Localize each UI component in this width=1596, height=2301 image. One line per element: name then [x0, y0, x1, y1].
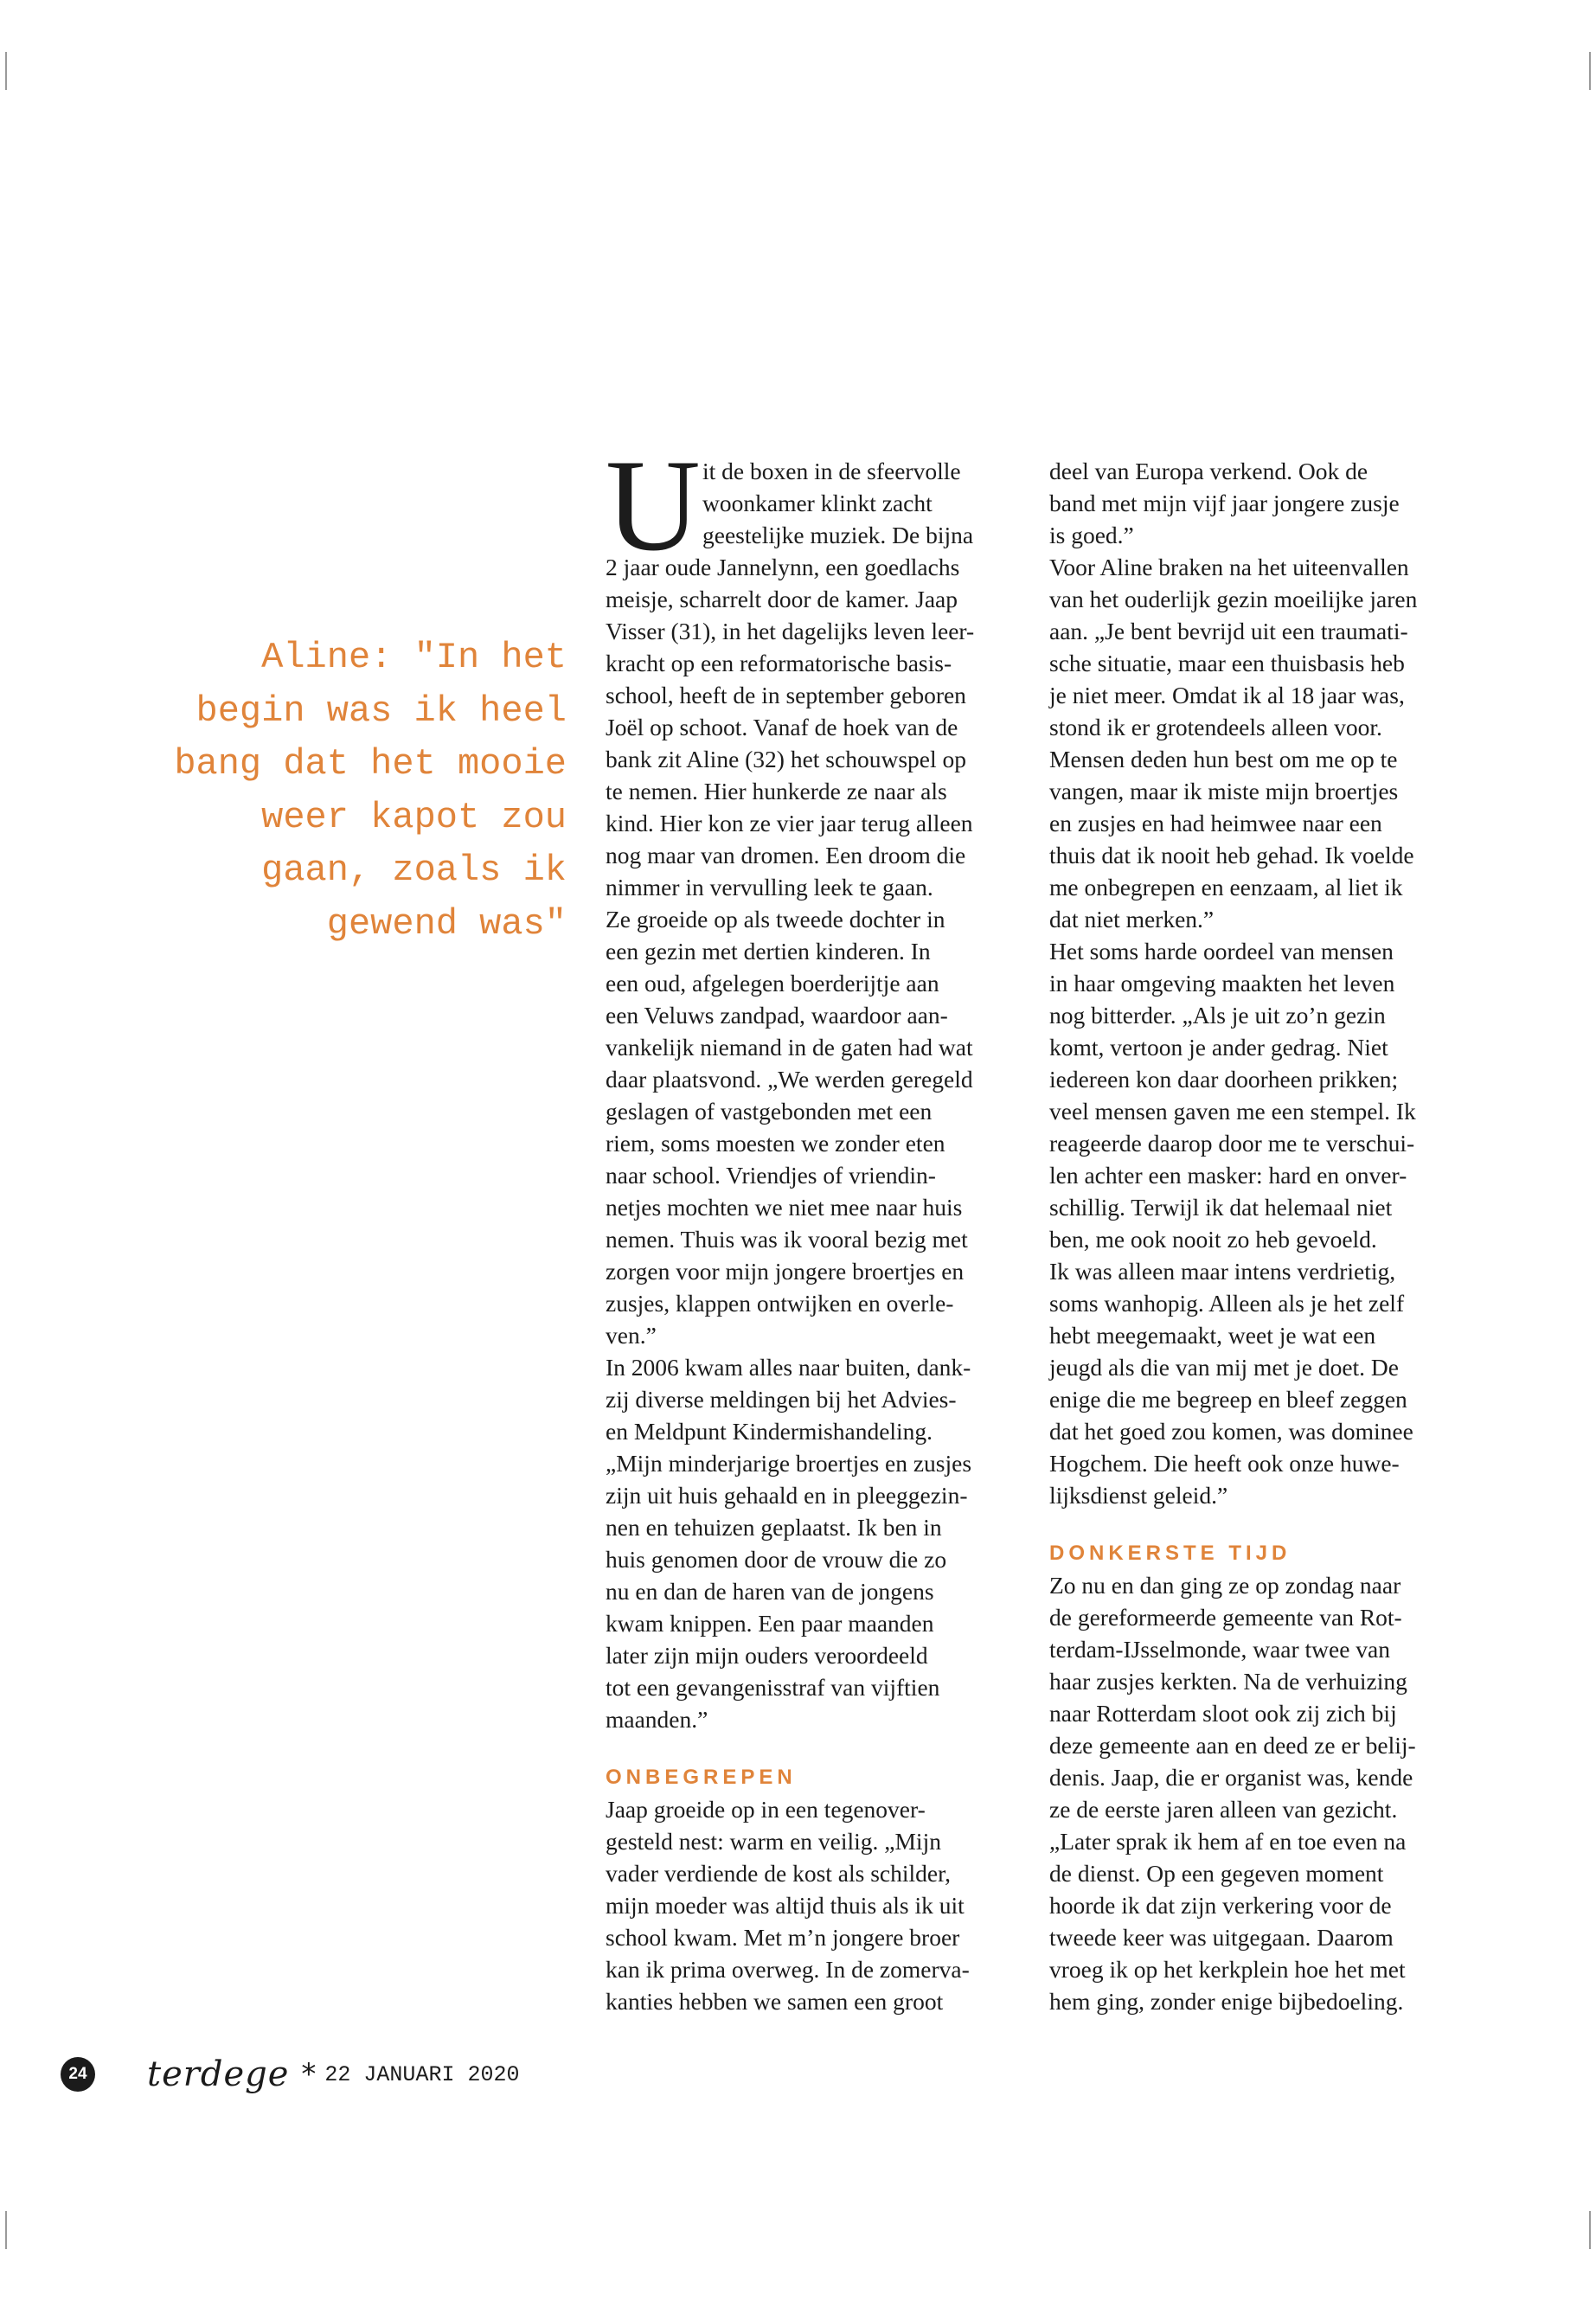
body-text-line: nu en dan de haren van de jongens	[606, 1578, 934, 1605]
body-text-line: gesteld nest: warm en veilig. „Mijn	[606, 1828, 941, 1855]
body-text-line: Visser (31), in het dagelijks leven leer-	[606, 618, 975, 644]
article-column-1	[606, 433, 1012, 2017]
body-text-line: van het ouderlijk gezin moeilijke jaren	[1049, 586, 1418, 612]
body-text-line: naar school. Vriendjes of vriendin-	[606, 1162, 936, 1189]
body-text-line: schillig. Terwijl ik dat helemaal niet	[1049, 1194, 1393, 1221]
pull-quote	[151, 631, 567, 951]
asterisk-icon: *	[301, 2057, 317, 2092]
body-text-line: tweede keer was uitgegaan. Daarom	[1049, 1924, 1394, 1951]
body-text-line: kan ik prima overweg. In de zomerva-	[606, 1956, 970, 1983]
body-text-line: te nemen. Hier hunkerde ze naar als	[606, 778, 947, 804]
magazine-logo: terdege	[147, 2054, 290, 2094]
body-text-line: meisje, scharrelt door de kamer. Jaap	[606, 586, 958, 612]
body-text-line: ven.”	[606, 1322, 657, 1349]
body-text-line: nen en tehuizen geplaatst. Ik ben in	[606, 1514, 942, 1541]
pull-quote-line: gewend was"	[326, 902, 567, 945]
pull-quote-line: weer kapot zou	[261, 796, 567, 838]
body-text-line: zijn uit huis gehaald en in pleeggezin-	[606, 1482, 968, 1509]
page-footer	[61, 2054, 520, 2094]
body-text-line: kanties hebben we samen een groot	[606, 1988, 944, 2015]
body-text-line: veel mensen gaven me een stempel. Ik	[1049, 1098, 1416, 1125]
body-text-line: aan. „Je bent bevrijd uit een traumati-	[1049, 618, 1408, 644]
body-text-line: lijksdienst geleid.”	[1049, 1482, 1228, 1509]
body-text-line: ben, me ook nooit zo heb gevoeld.	[1049, 1226, 1377, 1253]
crop-mark-top-left	[5, 52, 7, 90]
body-text-line: Jaap groeide op in een tegenover-	[606, 1796, 926, 1823]
column-2-body	[1049, 455, 1456, 1511]
body-text-line: Mensen deden hun best om me op te	[1049, 746, 1398, 772]
body-text-line: Zo nu en dan ging ze op zondag naar	[1049, 1572, 1401, 1599]
body-text-line: riem, soms moesten we zonder eten	[606, 1130, 945, 1157]
body-text-line: netjes mochten we niet mee naar huis	[606, 1194, 963, 1221]
body-text-line: maanden.”	[606, 1706, 708, 1733]
pull-quote-line: bang dat het mooie	[174, 743, 567, 785]
section-gap	[1049, 1511, 1456, 1537]
article-column-2	[1049, 455, 1456, 2017]
body-text-line: bank zit Aline (32) het schouwspel op	[606, 746, 966, 772]
body-text-line: stond ik er grotendeels alleen voor.	[1049, 714, 1382, 740]
body-text-line: komt, vertoon je ander gedrag. Niet	[1049, 1034, 1388, 1061]
body-text-line: hem ging, zonder enige bijbedoeling.	[1049, 1988, 1404, 2015]
body-text-line: thuis dat ik nooit heb gehad. Ik voelde	[1049, 842, 1414, 868]
drop-cap: U	[606, 433, 701, 578]
column-2b-body	[1049, 1569, 1456, 2017]
body-text-line: huis genomen door de vrouw die zo	[606, 1546, 947, 1573]
body-text-line: je niet meer. Omdat ik al 18 jaar was,	[1049, 682, 1405, 708]
subheading-donkerste-tijd: DONKERSTE TIJD	[1049, 1541, 1292, 1565]
body-text-line: deel van Europa verkend. Ook de	[1049, 458, 1368, 484]
body-text-line: zusjes, klappen ontwijken en overle-	[606, 1290, 954, 1317]
crop-mark-top-right	[1589, 52, 1591, 90]
body-text-line: geslagen of vastgebonden met een	[606, 1098, 933, 1125]
body-text-line: school, heeft de in september geboren	[606, 682, 966, 708]
body-text-line: naar Rotterdam sloot ook zij zich bij	[1049, 1700, 1397, 1727]
body-text-line: iedereen kon daar doorheen prikken;	[1049, 1066, 1399, 1093]
page-number-badge: 24	[61, 2057, 95, 2092]
body-text-line: terdam-IJsselmonde, waar twee van	[1049, 1636, 1391, 1663]
body-text-line: vader verdiende de kost als schilder,	[606, 1860, 952, 1887]
body-text-line: nimmer in vervulling leek te gaan.	[606, 874, 933, 901]
body-text-line: vangen, maar ik miste mijn broertjes	[1049, 778, 1399, 804]
body-text-line: deze gemeente aan en deed ze er belij-	[1049, 1732, 1416, 1759]
body-text-line: kwam knippen. Een paar maanden	[606, 1610, 934, 1637]
pull-quote-line: begin was ik heel	[195, 689, 567, 732]
crop-mark-bottom-left	[5, 2211, 7, 2249]
body-text-line: mijn moeder was altijd thuis als ik uit	[606, 1892, 965, 1919]
body-text-line: hoorde ik dat zijn verkering voor de	[1049, 1892, 1392, 1919]
body-text-line: „Later sprak ik hem af en toe even na	[1049, 1828, 1407, 1855]
body-text-line: 2 jaar oude Jannelynn, een goedlachs	[606, 554, 960, 580]
body-text-line: Het soms harde oordeel van mensen	[1049, 938, 1394, 965]
body-text-line: vroeg ik op het kerkplein hoe het met	[1049, 1956, 1406, 1983]
body-text-line: is goed.”	[1049, 522, 1134, 548]
body-text-line: In 2006 kwam alles naar buiten, dank-	[606, 1354, 971, 1381]
body-text-line: daar plaatsvond. „We werden geregeld	[606, 1066, 973, 1093]
body-text-line: Ze groeide op als tweede dochter in	[606, 906, 945, 933]
body-text-line: vankelijk niemand in de gaten had wat	[606, 1034, 973, 1061]
column-1-body	[606, 433, 1012, 1735]
body-text-line: haar zusjes kerkten. Na de verhuizing	[1049, 1668, 1407, 1695]
body-text-line: soms wanhopig. Alleen als je het zelf	[1049, 1290, 1405, 1317]
body-text-line: jeugd als die van mij met je doet. De	[1049, 1354, 1399, 1381]
crop-mark-bottom-right	[1589, 2211, 1591, 2249]
body-text-line: kind. Hier kon ze vier jaar terug alleen	[606, 810, 973, 836]
body-text-line: Voor Aline braken na het uiteenvallen	[1049, 554, 1409, 580]
body-text-line: Hogchem. Die heeft ook onze huwe-	[1049, 1450, 1400, 1477]
body-text-line: woonkamer klinkt zacht	[702, 490, 933, 516]
pull-quote-line: gaan, zoals ik	[261, 849, 567, 891]
body-text-line: Ik was alleen maar intens verdrietig,	[1049, 1258, 1396, 1285]
body-text-line: it de boxen in de sfeervolle	[702, 458, 961, 484]
column-1b-body	[606, 1793, 1012, 2017]
body-text-line: later zijn mijn ouders veroordeeld	[606, 1642, 928, 1669]
body-text-line: band met mijn vijf jaar jongere zusje	[1049, 490, 1400, 516]
body-text-line: „Mijn minderjarige broertjes en zusjes	[606, 1450, 972, 1477]
body-text-line: en zusjes en had heimwee naar een	[1049, 810, 1382, 836]
body-text-line: een oud, afgelegen boerderijtje aan	[606, 970, 939, 997]
body-text-line: me onbegrepen en eenzaam, al liet ik	[1049, 874, 1403, 901]
body-text-line: een Veluws zandpad, waardoor aan-	[606, 1002, 948, 1029]
section-gap	[606, 1735, 1012, 1761]
body-text-line: een gezin met dertien kinderen. In	[606, 938, 931, 965]
body-text-line: len achter een masker: hard en onver-	[1049, 1162, 1407, 1189]
body-text-line: reageerde daarop door me te verschui-	[1049, 1130, 1415, 1157]
body-text-line: de gereformeerde gemeente van Rot-	[1049, 1604, 1402, 1631]
issue-date: 22 JANUARI 2020	[324, 2061, 520, 2087]
body-text-line: sche situatie, maar een thuisbasis heb	[1049, 650, 1405, 676]
body-text-line: hebt meegemaakt, weet je wat een	[1049, 1322, 1376, 1349]
body-text-line: geestelijke muziek. De bijna	[702, 522, 974, 548]
body-text-line: in haar omgeving maakten het leven	[1049, 970, 1395, 997]
body-text-line: enige die me begreep en bleef zeggen	[1049, 1386, 1407, 1413]
body-text-line: denis. Jaap, die er organist was, kende	[1049, 1764, 1413, 1791]
body-text-line: kracht op een reformatorische basis-	[606, 650, 952, 676]
body-text-line: Joël op schoot. Vanaf de hoek van de	[606, 714, 958, 740]
pull-quote-line: Aline: "In het	[261, 637, 567, 678]
body-text-line: zij diverse meldingen bij het Advies-	[606, 1386, 957, 1413]
body-text-line: zorgen voor mijn jongere broertjes en	[606, 1258, 965, 1285]
body-text-line: nemen. Thuis was ik vooral bezig met	[606, 1226, 968, 1253]
body-text-line: dat niet merken.”	[1049, 906, 1215, 933]
body-text-line: nog maar van dromen. Een droom die	[606, 842, 966, 868]
body-text-line: ze de eerste jaren alleen van gezicht.	[1049, 1796, 1398, 1823]
body-text-line: nog bitterder. „Als je uit zo’n gezin	[1049, 1002, 1386, 1029]
body-text-line: tot een gevangenisstraf van vijftien	[606, 1674, 940, 1701]
body-text-line: en Meldpunt Kindermishandeling.	[606, 1418, 933, 1445]
body-text-line: school kwam. Met m’n jongere broer	[606, 1924, 960, 1951]
subheading-onbegrepen: ONBEGREPEN	[606, 1766, 797, 1789]
body-text-line: de dienst. Op een gegeven moment	[1049, 1860, 1384, 1887]
body-text-line: dat het goed zou komen, was dominee	[1049, 1418, 1413, 1445]
